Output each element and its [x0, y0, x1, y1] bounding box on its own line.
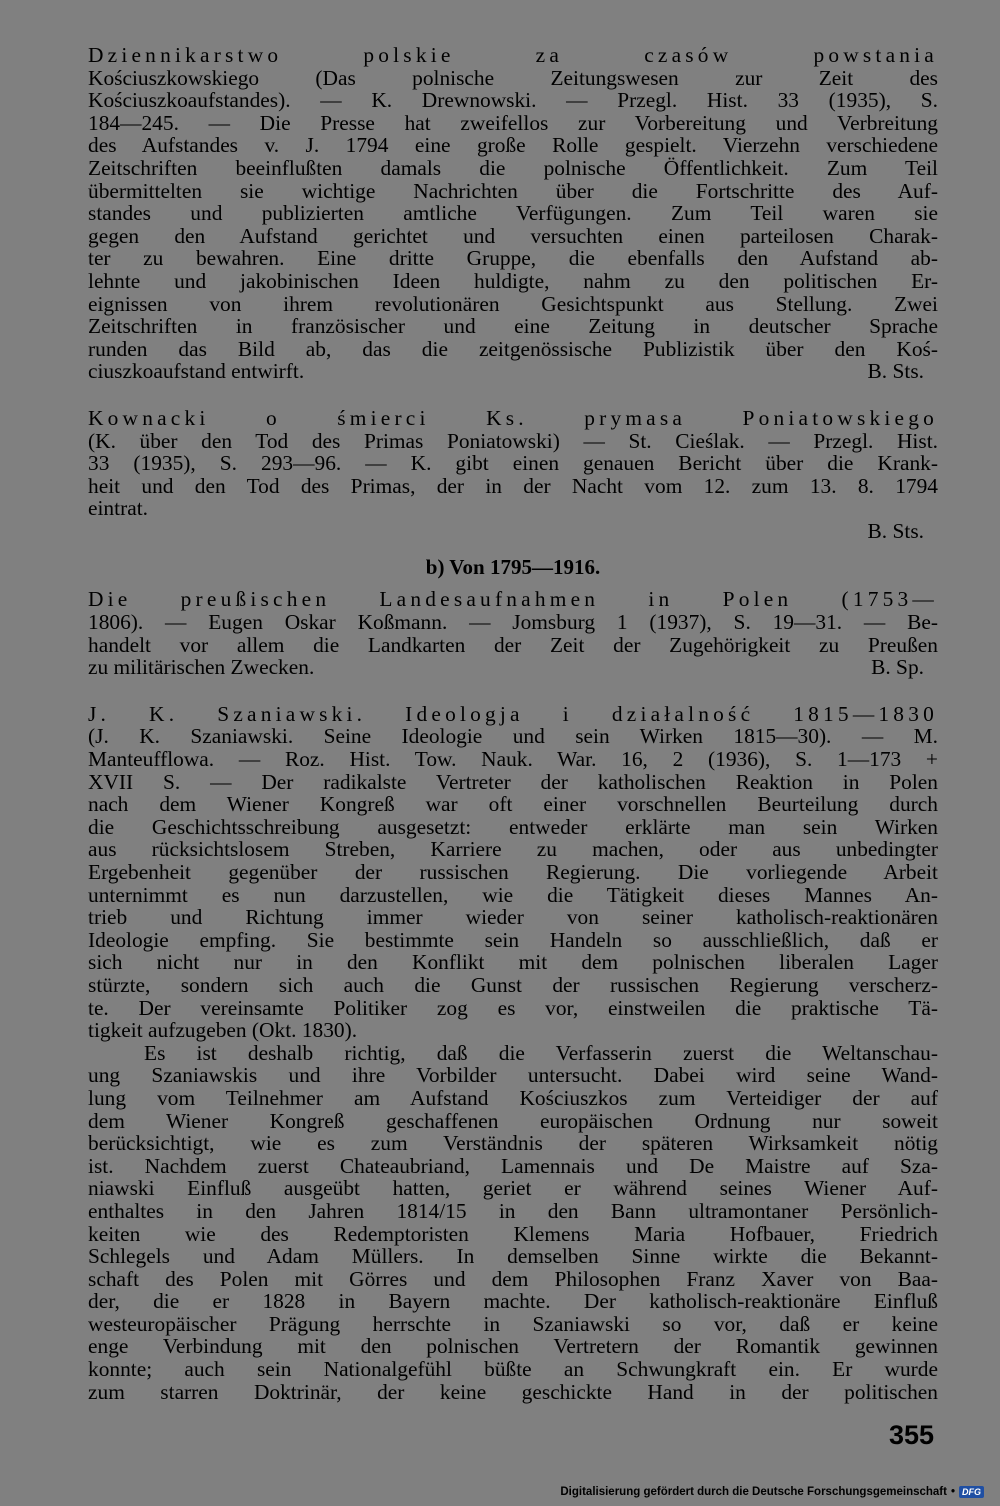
entry-line-with-signature [88, 360, 938, 383]
entry-line: XVII S. — Der radikalste Vertreter der katholischen Reaktion in Polen [88, 769, 938, 794]
entry-line: unternimmt es nun darzustellen, wie die Tätigkeit dieses Mannes An- [88, 882, 938, 907]
entry-line: übermittelten sie wichtige Nachrichten über die Fortschritte des Auf- [88, 178, 938, 203]
entry-line-with-signature [88, 497, 938, 520]
continuation-line: zum starren Doktrinär, der keine geschickte Hand in der politischen [88, 1379, 938, 1404]
entry-title-line: Kownacki o śmierci Ks. prymasa Poniatowskiego [88, 405, 938, 430]
bibliography-entry-szaniawski [88, 703, 938, 1403]
entry-line: des Aufstandes v. J. 1794 eine große Rolle gespielt. Vierzehn verschiedene [88, 133, 938, 158]
entry-line: runden das Bild ab, das die zeitgenössische Publizistik über den Koś- [88, 336, 938, 361]
document-page [88, 44, 938, 1403]
entry-line-text: eintrat. [88, 496, 148, 521]
entry-spacer [88, 383, 938, 407]
continuation-line: niawski Einfluß ausgeübt hatten, geriet er während seines Wiener Auf- [88, 1176, 938, 1201]
entry-line: eignissen von ihrem revolutionären Gesichtspunkt aus Stellung. Zwei [88, 291, 938, 316]
entry-line: Ergebenheit gegenüber der russischen Regierung. Die vorliegende Arbeit [88, 860, 938, 884]
page-number: 355 [888, 1420, 934, 1450]
entry-line: 184—245. — Die Presse hat zweifellos zur Vorbereitung und Verbreitung [88, 110, 938, 135]
entry-line: tigkeit aufzugeben (Okt. 1830). [88, 1018, 358, 1043]
entry-title-line: J. K. Szaniawski. Ideologja i działalność 1815—1830 [88, 701, 938, 726]
entry-line: (K. über den Tod des Primas Poniatowski) — St. Cieślak. — Przegl. Hist. [88, 428, 938, 453]
continuation-line: konnte; auch sein Nationalgefühl büßte an Schwungkraft ein. Er wurde [88, 1357, 938, 1382]
continuation-line: der, die er 1828 in Bayern machte. Der katholisch-reaktionäre Einfluß [88, 1289, 938, 1314]
entry-line: nach dem Wiener Kongreß war oft einer vorschnellen Beurteilung durch [88, 792, 938, 817]
reviewer-signature: B. Sp. [871, 655, 924, 680]
footer-credit-text: Digitalisierung gefördert durch die Deutsche Forschungsgemeinschaft [560, 1486, 947, 1498]
continuation-line: enthaltes in den Jahren 1814/15 in den Bann ultramontaner Persönlich- [88, 1198, 938, 1223]
continuation-line: westeuropäischer Prägung herrschte in Szaniawski so vor, daß er keine [88, 1311, 938, 1336]
reviewer-signature: B. Sts. [867, 518, 924, 543]
entry-line: lehnte und jakobinischen Ideen huldigte, nahm zu den politischen Er- [88, 268, 938, 293]
entry-line-text: zu militärischen Zwecken. [88, 655, 315, 680]
entry-line: Kościuszkoaufstandes). — K. Drewnowski. — Przegl. Hist. 33 (1935), S. [88, 88, 938, 113]
entry-line-text: ciuszkoaufstand entwirft. [88, 359, 305, 384]
entry-line: Zeitschriften beeinflußten damals die polnische Öffentlichkeit. Zum Teil [88, 155, 938, 180]
continuation-line: lung vom Teilnehmer am Aufstand Kościuszkos zum Verteidiger der auf [88, 1085, 938, 1110]
continuation-line: ist. Nachdem zuerst Chateaubriand, Lamennais und De Maistre auf Sza- [88, 1153, 938, 1178]
entry-line-with-signature [88, 656, 938, 679]
entry-spacer [88, 679, 938, 703]
continuation-line: enge Verbindung mit den polnischen Vertretern der Romantik gewinnen [88, 1334, 938, 1359]
entry-line: te. Der vereinsamte Politiker zog es vor, einstweilen die praktische Tä- [88, 995, 938, 1020]
entry-line: 33 (1935), S. 293—96. — K. gibt einen genauen Bericht über die Krank- [88, 451, 938, 476]
entry-line: die Geschichtsschreibung ausgesetzt: entweder erklärte man sein Wirken [88, 814, 938, 839]
entry-title-line: Dziennikarstwo polskie za czasów powstania [88, 43, 938, 67]
entry-line: handelt vor allem die Landkarten der Zeit der Zugehörigkeit zu Preußen [88, 632, 938, 657]
continuation-line: dem Wiener Kongreß geschaffenen europäischen Ordnung nur soweit [88, 1108, 938, 1133]
entry-line: gegen den Aufstand gerichtet und versuchten einen parteilosen Charak- [88, 223, 938, 248]
continuation-line: schaft des Polen mit Görres und dem Philosophen Franz Xaver von Baa- [88, 1266, 938, 1291]
entry-line: sich nicht nur in den Konflikt mit dem polnischen liberalen Lager [88, 950, 938, 975]
continuation-line: berücksichtigt, wie es zum Verständnis der späteren Wirksamkeit nötig [88, 1131, 938, 1156]
continuation-line: Es ist deshalb richtig, daß die Verfasserin zuerst die Weltanschau- [144, 1040, 938, 1065]
entry-signature-line [88, 520, 938, 543]
entry-title-line: Die preußischen Landesaufnahmen in Polen (1753— [88, 587, 938, 612]
dfg-logo-icon: DFG [959, 1486, 984, 1498]
entry-line: trieb und Richtung immer wieder von seiner katholisch-reaktionären [88, 905, 938, 930]
entry-line: aus rücksichtslosem Streben, Karriere zu machen, oder aus unbedingter [88, 837, 938, 862]
entry-line: standes und publizierten amtliche Verfügungen. Zum Teil waren sie [88, 201, 938, 226]
entry-line: heit und den Tod des Primas, der in der Nacht vom 12. zum 13. 8. 1794 [88, 473, 938, 498]
bibliography-entry-kownacki [88, 407, 938, 543]
entry-line: stürzte, sondern sich auch die Gunst der russischen Regierung verscherz- [88, 972, 938, 997]
continuation-line: Schlegels und Adam Müllers. In demselben Sinne wirkte die Bekannt- [88, 1244, 938, 1269]
entry-line: Zeitschriften in französischer und eine Zeitung in deutscher Sprache [88, 314, 938, 339]
entry-line: Kościuszkowskiego (Das polnische Zeitungswesen zur Zeit des [88, 65, 938, 90]
entry-line: 1806). — Eugen Oskar Koßmann. — Jomsburg 1 (1937), S. 19—31. — Be- [88, 610, 938, 635]
bibliography-entry-dziennikarstwo [88, 44, 938, 383]
footer-separator: • [950, 1486, 955, 1498]
continuation-line: keiten wie des Redemptoristen Klemens Maria Hofbauer, Friedrich [88, 1221, 938, 1246]
section-heading: b) Von 1795—1916. [425, 555, 601, 580]
entry-line: Manteufflowa. — Roz. Hist. Tow. Nauk. War. 16, 2 (1936), S. 1—173 + [88, 747, 938, 772]
bibliography-entry-landesaufnahmen [88, 588, 938, 678]
entry-line: ter zu bewahren. Eine dritte Gruppe, die ebenfalls den Aufstand ab- [88, 246, 938, 271]
continuation-line: ung Szaniawskis und ihre Vorbilder untersucht. Dabei wird seine Wand- [88, 1063, 938, 1088]
entry-line: Ideologie empfing. Sie bestimmte sein Handeln so ausschließlich, daß er [88, 927, 938, 952]
digitization-footer [560, 1486, 984, 1498]
entry-line: (J. K. Szaniawski. Seine Ideologie und sein Wirken 1815—30). — M. [88, 724, 938, 749]
reviewer-signature: B. Sts. [867, 359, 924, 384]
